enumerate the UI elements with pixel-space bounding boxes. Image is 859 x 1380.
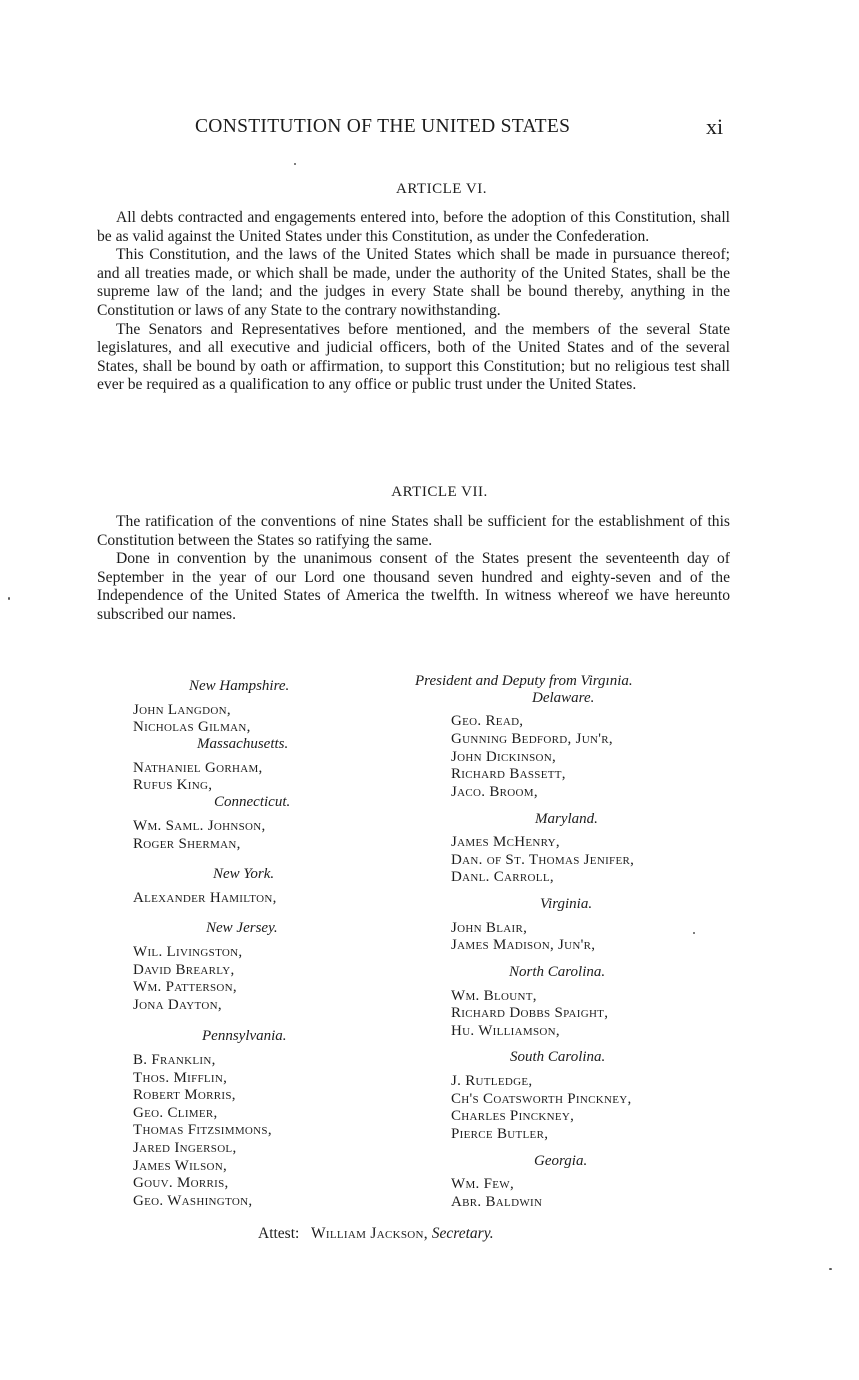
article-vii-paragraph: The ratification of the conventions of nine States shall be sufficient for the establishment of this Constitution between the States so ratifying the same. (97, 513, 730, 549)
state-heading: Maryland. (535, 811, 598, 827)
article-vi-text (97, 209, 730, 395)
signatory-name: Geo. Washington, (133, 1193, 253, 1209)
signatory-name: J. Rutledge, (451, 1073, 533, 1089)
president-deputy-line: President and Deputy from Virgınia. (415, 673, 633, 689)
signatory-name: Hu. Williamson, (451, 1023, 560, 1039)
attest-label: Attest: (258, 1225, 300, 1242)
signatory-name: Wm. Patterson, (133, 979, 237, 995)
state-heading: Georgia. (534, 1153, 588, 1169)
running-title: CONSTITUTION OF THE UNITED STATES (195, 116, 571, 137)
signatory-name: Jared Ingersol, (133, 1140, 237, 1156)
article-vi-paragraph: All debts contracted and engagements entered into, before the adoption of this Constitution, shall be as valid against the United States under this Constitution, as under the Confederation. (97, 209, 730, 245)
signatory-name: Richard Bassett, (451, 766, 566, 782)
signatory-name: Pierce Butler, (451, 1126, 549, 1142)
scan-speck (294, 163, 296, 165)
state-heading: North Carolina. (509, 964, 606, 980)
attest-line (258, 1225, 494, 1243)
article-vi-paragraph: The Senators and Representatives before mentioned, and the members of the several State legislatures, and all executive and judicial officers, both of the United States and of the several States, shall be bound by oath or affirmation, to support this Constitution; but no religious test shall ever be required as a qualification to any office or public trust under the United States. (97, 320, 730, 394)
signatory-name: Abr. Baldwin (451, 1194, 543, 1210)
attest-title: Secretary. (431, 1225, 494, 1242)
signatory-name: Rufus King, (133, 777, 213, 793)
attest-name: William Jackson, (310, 1225, 428, 1242)
article-vi-paragraph: This Constitution, and the laws of the United States which shall be made in pursuance thereof; and all treaties made, or which shall be made, under the authority of the United States, shall be the supreme law of the land; and the judges in every State shall be bound thereby, anything in the Constitution or laws of any State to the contrary nowithstanding. (97, 246, 730, 319)
scan-speck (829, 1268, 832, 1270)
state-heading: New York. (213, 866, 275, 882)
state-heading: Virginia. (540, 896, 593, 912)
signatory-name: Charles Pinckney, (451, 1108, 575, 1124)
article-vi-heading: ARTICLE VI. (396, 181, 487, 197)
signatory-name: Wm. Saml. Johnson, (133, 818, 266, 834)
signatory-name: Ch's Coatsworth Pinckney, (451, 1091, 632, 1107)
signatory-name: Thomas Fitzsimmons, (133, 1122, 272, 1138)
article-vii-heading: ARTICLE VII. (391, 484, 488, 500)
state-heading: New Jersey. (206, 920, 278, 936)
signatory-name: Wm. Few, (451, 1176, 515, 1192)
signatory-name: John Blair, (451, 920, 528, 936)
signatory-name: Jona Dayton, (133, 997, 222, 1013)
signatory-name: Danl. Carroll, (451, 869, 554, 885)
article-vii-text (97, 513, 730, 625)
signatory-name: Richard Dobbs Spaight, (451, 1005, 609, 1021)
signatory-name: James McHenry, (451, 834, 560, 850)
signatory-name: Roger Sherman, (133, 836, 241, 852)
signatory-name: Robert Morris, (133, 1087, 236, 1103)
state-heading: New Hampshire. (189, 678, 290, 694)
state-heading: Massachusetts. (197, 736, 289, 752)
signatory-name: James Wilson, (133, 1158, 228, 1174)
state-heading: Delaware. (532, 690, 595, 706)
signatory-name: Wil. Livingston, (133, 944, 243, 960)
state-heading: South Carolina. (510, 1049, 606, 1065)
scan-speck (8, 597, 10, 600)
state-heading: Connecticut. (214, 794, 291, 810)
signatory-name: Gunning Bedford, Jun'r, (451, 731, 613, 747)
signatory-name: Nathaniel Gorham, (133, 760, 263, 776)
signatory-name: Dan. of St. Thomas Jenifer, (451, 852, 635, 868)
signatory-name: David Brearly, (133, 962, 235, 978)
signatory-name: Geo. Read, (451, 713, 524, 729)
signatory-name: John Langdon, (133, 702, 231, 718)
scan-speck (693, 932, 695, 934)
signatory-name: John Dickinson, (451, 749, 557, 765)
page-number: xi (706, 114, 724, 139)
signatory-name: Jaco. Broom, (451, 784, 538, 800)
signatory-name: James Madison, Jun'r, (451, 937, 596, 953)
signatory-name: Gouv. Morris, (133, 1175, 229, 1191)
signatory-name: Thos. Mifflin, (133, 1070, 228, 1086)
article-vii-paragraph: Done in convention by the unanimous consent of the States present the seventeenth day of September in the year of our Lord one thousand seven hundred and eighty-seven and of the Independence of the United States of America the twelfth. In witness whereof we have hereunto subscribed our names. (97, 550, 730, 623)
signatory-name: Geo. Climer, (133, 1105, 218, 1121)
state-heading: Pennsylvania. (202, 1028, 287, 1044)
signatory-name: Alexander Hamilton, (133, 890, 277, 906)
signatory-name: Wm. Blount, (451, 988, 537, 1004)
signatory-name: Nicholas Gilman, (133, 719, 251, 735)
signatory-name: B. Franklin, (133, 1052, 216, 1068)
